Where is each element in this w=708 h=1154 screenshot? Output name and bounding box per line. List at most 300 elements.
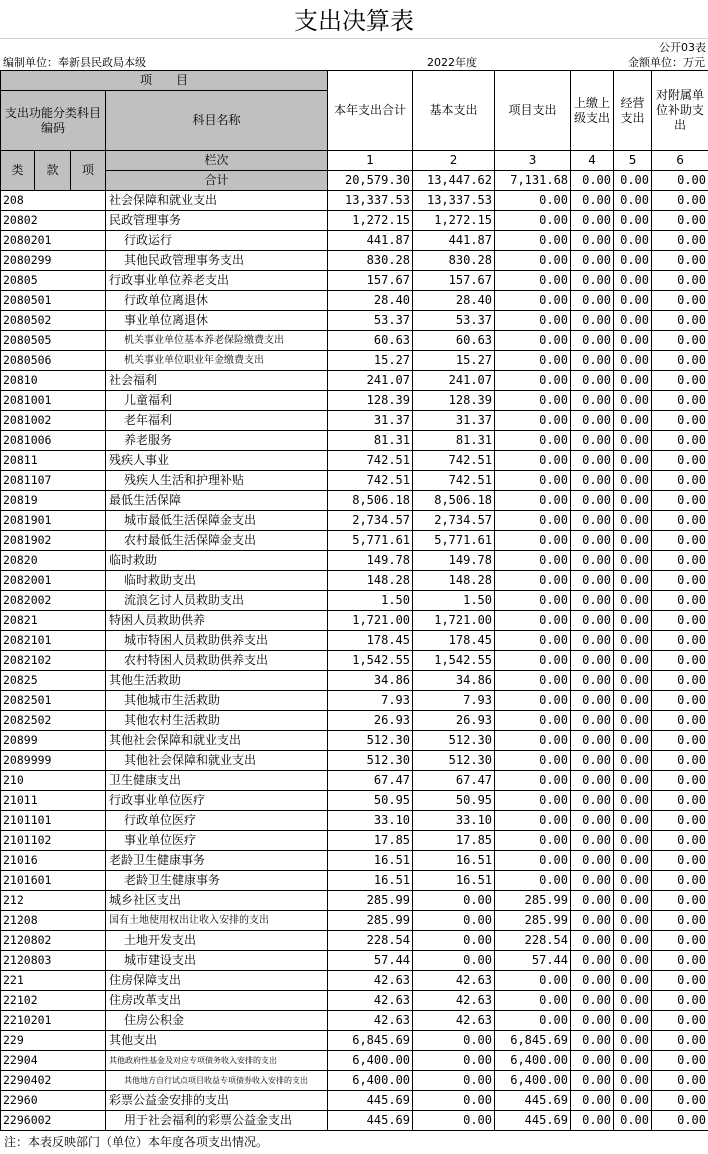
item-header: 项 目	[1, 71, 328, 91]
row-value-2: 67.47	[413, 771, 495, 791]
row-value-5: 0.00	[614, 1011, 652, 1031]
row-value-6: 0.00	[652, 571, 708, 591]
project-header: 项目支出	[495, 71, 571, 151]
row-code: 20899	[1, 731, 106, 751]
row-value-3: 285.99	[495, 911, 571, 931]
row-value-4: 0.00	[571, 831, 614, 851]
table-row	[1, 431, 708, 451]
row-value-1: 148.28	[328, 571, 413, 591]
row-value-4: 0.00	[571, 331, 614, 351]
row-value-4: 0.00	[571, 311, 614, 331]
row-value-1: 57.44	[328, 951, 413, 971]
table-row	[1, 551, 708, 571]
row-value-1: 512.30	[328, 751, 413, 771]
total-row	[1, 171, 708, 191]
table-row	[1, 471, 708, 491]
row-value-2: 0.00	[413, 1071, 495, 1091]
row-code: 20821	[1, 611, 106, 631]
row-value-5: 0.00	[614, 531, 652, 551]
row-value-1: 42.63	[328, 971, 413, 991]
row-code: 20820	[1, 551, 106, 571]
row-value-4: 0.00	[571, 271, 614, 291]
row-value-4: 0.00	[571, 1071, 614, 1091]
row-code: 20825	[1, 671, 106, 691]
row-name: 儿童福利	[106, 391, 328, 411]
row-code: 2081901	[1, 511, 106, 531]
row-value-1: 241.07	[328, 371, 413, 391]
row-value-2: 441.87	[413, 231, 495, 251]
row-value-6: 0.00	[652, 491, 708, 511]
row-name: 临时救助支出	[106, 571, 328, 591]
row-value-6: 0.00	[652, 611, 708, 631]
row-value-6: 0.00	[652, 671, 708, 691]
row-value-4: 0.00	[571, 811, 614, 831]
row-code: 20810	[1, 371, 106, 391]
row-value-4: 0.00	[571, 631, 614, 651]
row-value-6: 0.00	[652, 291, 708, 311]
row-name: 残疾人生活和护理补贴	[106, 471, 328, 491]
row-name: 老年福利	[106, 411, 328, 431]
row-value-2: 60.63	[413, 331, 495, 351]
row-value-3: 285.99	[495, 891, 571, 911]
row-value-1: 441.87	[328, 231, 413, 251]
row-value-5: 0.00	[614, 451, 652, 471]
row-value-4: 0.00	[571, 751, 614, 771]
row-value-5: 0.00	[614, 831, 652, 851]
row-value-6: 0.00	[652, 511, 708, 531]
row-value-3: 0.00	[495, 391, 571, 411]
row-value-4: 0.00	[571, 971, 614, 991]
row-value-6: 0.00	[652, 471, 708, 491]
row-name: 流浪乞讨人员救助支出	[106, 591, 328, 611]
row-value-4: 0.00	[571, 511, 614, 531]
table-row	[1, 251, 708, 271]
row-name: 农村最低生活保障金支出	[106, 531, 328, 551]
table-row	[1, 651, 708, 671]
row-name: 行政单位医疗	[106, 811, 328, 831]
row-value-1: 13,337.53	[328, 191, 413, 211]
row-code: 2120802	[1, 931, 106, 951]
row-value-1: 445.69	[328, 1091, 413, 1111]
row-value-4: 0.00	[571, 891, 614, 911]
row-value-1: 81.31	[328, 431, 413, 451]
row-value-3: 228.54	[495, 931, 571, 951]
row-value-6: 0.00	[652, 1051, 708, 1071]
row-value-1: 6,845.69	[328, 1031, 413, 1051]
table-row	[1, 971, 708, 991]
table-row	[1, 1031, 708, 1051]
row-value-2: 0.00	[413, 931, 495, 951]
row-code: 2082002	[1, 591, 106, 611]
row-value-5: 0.00	[614, 491, 652, 511]
row-value-2: 0.00	[413, 911, 495, 931]
row-name: 国有土地使用权出让收入安排的支出	[106, 911, 328, 931]
row-value-3: 6,400.00	[495, 1071, 571, 1091]
row-value-6: 0.00	[652, 1111, 708, 1131]
row-value-6: 0.00	[652, 971, 708, 991]
page-title: 支出决算表	[294, 7, 414, 35]
code-xiang-header: 项	[71, 151, 106, 191]
row-code: 2081006	[1, 431, 106, 451]
row-value-6: 0.00	[652, 691, 708, 711]
row-name: 城市建设支出	[106, 951, 328, 971]
row-value-2: 742.51	[413, 471, 495, 491]
row-value-6: 0.00	[652, 271, 708, 291]
row-name: 其他城市生活救助	[106, 691, 328, 711]
row-value-3: 0.00	[495, 731, 571, 751]
row-value-5: 0.00	[614, 691, 652, 711]
row-name: 行政运行	[106, 231, 328, 251]
row-value-3: 0.00	[495, 571, 571, 591]
row-value-2: 0.00	[413, 951, 495, 971]
row-name: 其他支出	[106, 1031, 328, 1051]
column-index-3: 3	[495, 151, 571, 171]
row-value-1: 42.63	[328, 1011, 413, 1031]
row-value-4: 0.00	[571, 291, 614, 311]
row-value-1: 285.99	[328, 891, 413, 911]
row-name: 社会保障和就业支出	[106, 191, 328, 211]
row-value-1: 6,400.00	[328, 1051, 413, 1071]
row-value-6: 0.00	[652, 331, 708, 351]
row-value-5: 0.00	[614, 271, 652, 291]
row-value-1: 16.51	[328, 871, 413, 891]
table-row	[1, 1111, 708, 1131]
row-code: 2089999	[1, 751, 106, 771]
row-value-2: 81.31	[413, 431, 495, 451]
total-header: 本年支出合计	[328, 71, 413, 151]
row-value-6: 0.00	[652, 211, 708, 231]
row-value-2: 53.37	[413, 311, 495, 331]
row-value-5: 0.00	[614, 371, 652, 391]
row-name: 最低生活保障	[106, 491, 328, 511]
row-value-1: 149.78	[328, 551, 413, 571]
row-code: 22904	[1, 1051, 106, 1071]
row-value-6: 0.00	[652, 1011, 708, 1031]
row-value-2: 26.93	[413, 711, 495, 731]
row-name: 土地开发支出	[106, 931, 328, 951]
row-value-1: 157.67	[328, 271, 413, 291]
row-value-3: 0.00	[495, 671, 571, 691]
row-value-6: 0.00	[652, 191, 708, 211]
row-value-5: 0.00	[614, 211, 652, 231]
row-value-2: 148.28	[413, 571, 495, 591]
row-name: 其他政府性基金及对应专项债务收入安排的支出	[106, 1051, 328, 1071]
row-value-6: 0.00	[652, 631, 708, 651]
row-value-6: 0.00	[652, 311, 708, 331]
row-code: 2081902	[1, 531, 106, 551]
row-value-3: 0.00	[495, 691, 571, 711]
row-value-6: 0.00	[652, 911, 708, 931]
row-value-5: 0.00	[614, 411, 652, 431]
row-value-5: 0.00	[614, 1091, 652, 1111]
row-value-3: 0.00	[495, 591, 571, 611]
row-value-4: 0.00	[571, 531, 614, 551]
row-name: 老龄卫生健康事务	[106, 851, 328, 871]
row-value-4: 0.00	[571, 551, 614, 571]
row-name: 老龄卫生健康事务	[106, 871, 328, 891]
row-value-5: 0.00	[614, 631, 652, 651]
row-value-5: 0.00	[614, 591, 652, 611]
table-row	[1, 931, 708, 951]
row-name: 住房公积金	[106, 1011, 328, 1031]
row-name: 行政事业单位医疗	[106, 791, 328, 811]
row-value-5: 0.00	[614, 251, 652, 271]
row-value-3: 0.00	[495, 1011, 571, 1031]
row-value-1: 830.28	[328, 251, 413, 271]
row-value-1: 15.27	[328, 351, 413, 371]
row-name: 特困人员救助供养	[106, 611, 328, 631]
row-value-3: 0.00	[495, 311, 571, 331]
row-value-2: 15.27	[413, 351, 495, 371]
row-value-2: 28.40	[413, 291, 495, 311]
row-value-4: 0.00	[571, 771, 614, 791]
row-value-6: 0.00	[652, 811, 708, 831]
table-row	[1, 851, 708, 871]
row-code: 2080506	[1, 351, 106, 371]
row-value-5: 0.00	[614, 291, 652, 311]
row-value-2: 512.30	[413, 751, 495, 771]
row-name: 机关事业单位职业年金缴费支出	[106, 351, 328, 371]
row-value-2: 7.93	[413, 691, 495, 711]
row-value-3: 57.44	[495, 951, 571, 971]
row-value-2: 13,337.53	[413, 191, 495, 211]
row-code: 2210201	[1, 1011, 106, 1031]
row-value-6: 0.00	[652, 1031, 708, 1051]
row-code: 229	[1, 1031, 106, 1051]
row-value-5: 0.00	[614, 991, 652, 1011]
basic-header: 基本支出	[413, 71, 495, 151]
row-code: 2080505	[1, 331, 106, 351]
row-value-4: 0.00	[571, 211, 614, 231]
row-name: 事业单位医疗	[106, 831, 328, 851]
row-value-3: 0.00	[495, 631, 571, 651]
row-value-4: 0.00	[571, 1011, 614, 1031]
row-value-2: 17.85	[413, 831, 495, 851]
row-name: 住房保障支出	[106, 971, 328, 991]
row-code: 2082102	[1, 651, 106, 671]
row-code: 2082001	[1, 571, 106, 591]
row-value-4: 0.00	[571, 411, 614, 431]
row-value-5: 0.00	[614, 951, 652, 971]
table-row	[1, 411, 708, 431]
total-value-3: 7,131.68	[495, 171, 571, 191]
row-value-3: 0.00	[495, 331, 571, 351]
row-value-4: 0.00	[571, 591, 614, 611]
row-value-1: 512.30	[328, 731, 413, 751]
row-value-5: 0.00	[614, 191, 652, 211]
row-value-6: 0.00	[652, 731, 708, 751]
table-row	[1, 611, 708, 631]
row-value-5: 0.00	[614, 651, 652, 671]
row-value-3: 0.00	[495, 651, 571, 671]
row-value-6: 0.00	[652, 931, 708, 951]
row-value-4: 0.00	[571, 1051, 614, 1071]
row-value-4: 0.00	[571, 791, 614, 811]
row-code: 21011	[1, 791, 106, 811]
row-value-1: 67.47	[328, 771, 413, 791]
row-value-6: 0.00	[652, 551, 708, 571]
row-value-2: 42.63	[413, 1011, 495, 1031]
row-value-3: 0.00	[495, 811, 571, 831]
table-row	[1, 231, 708, 251]
row-value-3: 0.00	[495, 291, 571, 311]
row-value-6: 0.00	[652, 791, 708, 811]
row-value-5: 0.00	[614, 931, 652, 951]
row-value-4: 0.00	[571, 571, 614, 591]
expenditure-table	[0, 70, 708, 1131]
row-value-6: 0.00	[652, 431, 708, 451]
row-value-4: 0.00	[571, 911, 614, 931]
row-value-4: 0.00	[571, 191, 614, 211]
row-value-1: 6,400.00	[328, 1071, 413, 1091]
upper-header: 上缴上级支出	[571, 71, 614, 151]
row-value-2: 1.50	[413, 591, 495, 611]
row-value-5: 0.00	[614, 1071, 652, 1091]
row-value-5: 0.00	[614, 911, 652, 931]
row-value-5: 0.00	[614, 871, 652, 891]
row-value-6: 0.00	[652, 251, 708, 271]
row-value-4: 0.00	[571, 1091, 614, 1111]
row-value-2: 830.28	[413, 251, 495, 271]
table-row	[1, 811, 708, 831]
row-value-3: 0.00	[495, 271, 571, 291]
row-value-1: 26.93	[328, 711, 413, 731]
row-value-1: 5,771.61	[328, 531, 413, 551]
row-value-2: 1,542.55	[413, 651, 495, 671]
row-name: 农村特困人员救助供养支出	[106, 651, 328, 671]
row-value-1: 8,506.18	[328, 491, 413, 511]
row-value-5: 0.00	[614, 511, 652, 531]
row-code: 210	[1, 771, 106, 791]
row-value-2: 128.39	[413, 391, 495, 411]
row-value-3: 0.00	[495, 471, 571, 491]
row-value-2: 241.07	[413, 371, 495, 391]
table-row	[1, 1091, 708, 1111]
table-row	[1, 671, 708, 691]
table-row	[1, 531, 708, 551]
row-code: 22102	[1, 991, 106, 1011]
row-value-4: 0.00	[571, 951, 614, 971]
code-lei-header: 类	[1, 151, 35, 191]
table-row	[1, 711, 708, 731]
row-value-5: 0.00	[614, 231, 652, 251]
row-code: 212	[1, 891, 106, 911]
row-value-3: 0.00	[495, 451, 571, 471]
row-value-4: 0.00	[571, 431, 614, 451]
table-row	[1, 371, 708, 391]
row-value-1: 53.37	[328, 311, 413, 331]
row-value-2: 512.30	[413, 731, 495, 751]
row-code: 2101102	[1, 831, 106, 851]
table-row	[1, 451, 708, 471]
row-value-5: 0.00	[614, 771, 652, 791]
row-value-6: 0.00	[652, 851, 708, 871]
row-value-5: 0.00	[614, 431, 652, 451]
row-code: 2296002	[1, 1111, 106, 1131]
row-value-6: 0.00	[652, 751, 708, 771]
row-name: 城市特困人员救助供养支出	[106, 631, 328, 651]
row-value-4: 0.00	[571, 1111, 614, 1131]
table-row	[1, 891, 708, 911]
table-row	[1, 211, 708, 231]
row-value-5: 0.00	[614, 391, 652, 411]
table-row	[1, 951, 708, 971]
row-name: 卫生健康支出	[106, 771, 328, 791]
row-value-6: 0.00	[652, 991, 708, 1011]
row-value-1: 1,272.15	[328, 211, 413, 231]
row-name: 行政单位离退休	[106, 291, 328, 311]
table-row	[1, 771, 708, 791]
row-value-3: 0.00	[495, 511, 571, 531]
row-value-2: 5,771.61	[413, 531, 495, 551]
row-value-5: 0.00	[614, 731, 652, 751]
row-value-1: 60.63	[328, 331, 413, 351]
table-row	[1, 751, 708, 771]
row-name: 其他生活救助	[106, 671, 328, 691]
row-name: 事业单位离退休	[106, 311, 328, 331]
row-value-5: 0.00	[614, 1111, 652, 1131]
row-value-3: 0.00	[495, 231, 571, 251]
row-name: 残疾人事业	[106, 451, 328, 471]
row-code: 22960	[1, 1091, 106, 1111]
row-code: 208	[1, 191, 106, 211]
total-value-2: 13,447.62	[413, 171, 495, 191]
row-value-5: 0.00	[614, 751, 652, 771]
row-value-1: 34.86	[328, 671, 413, 691]
row-value-4: 0.00	[571, 691, 614, 711]
row-name: 机关事业单位基本养老保险缴费支出	[106, 331, 328, 351]
total-value-4: 0.00	[571, 171, 614, 191]
row-name: 其他地方自行试点项目收益专项债券收入安排的支出	[106, 1071, 328, 1091]
column-index-4: 4	[571, 151, 614, 171]
row-value-5: 0.00	[614, 971, 652, 991]
row-code: 2101601	[1, 871, 106, 891]
row-value-6: 0.00	[652, 231, 708, 251]
table-row	[1, 991, 708, 1011]
unit-info-row	[0, 55, 708, 70]
row-code: 21208	[1, 911, 106, 931]
row-value-1: 1,542.55	[328, 651, 413, 671]
row-code: 21016	[1, 851, 106, 871]
business-header: 经营支出	[614, 71, 652, 151]
row-value-5: 0.00	[614, 331, 652, 351]
row-value-5: 0.00	[614, 891, 652, 911]
row-value-6: 0.00	[652, 351, 708, 371]
header-row-3	[1, 151, 708, 171]
row-value-3: 0.00	[495, 551, 571, 571]
row-code: 2101101	[1, 811, 106, 831]
table-row	[1, 351, 708, 371]
row-value-2: 0.00	[413, 1031, 495, 1051]
row-value-1: 50.95	[328, 791, 413, 811]
row-value-2: 33.10	[413, 811, 495, 831]
row-value-2: 0.00	[413, 1091, 495, 1111]
row-value-3: 0.00	[495, 491, 571, 511]
row-value-3: 0.00	[495, 831, 571, 851]
row-code: 2080299	[1, 251, 106, 271]
row-value-5: 0.00	[614, 791, 652, 811]
row-value-6: 0.00	[652, 871, 708, 891]
row-value-6: 0.00	[652, 771, 708, 791]
row-value-5: 0.00	[614, 351, 652, 371]
row-code: 2120803	[1, 951, 106, 971]
row-value-2: 1,272.15	[413, 211, 495, 231]
code-kuan-header: 款	[35, 151, 71, 191]
table-row	[1, 571, 708, 591]
row-value-5: 0.00	[614, 671, 652, 691]
row-value-5: 0.00	[614, 611, 652, 631]
table-row	[1, 311, 708, 331]
